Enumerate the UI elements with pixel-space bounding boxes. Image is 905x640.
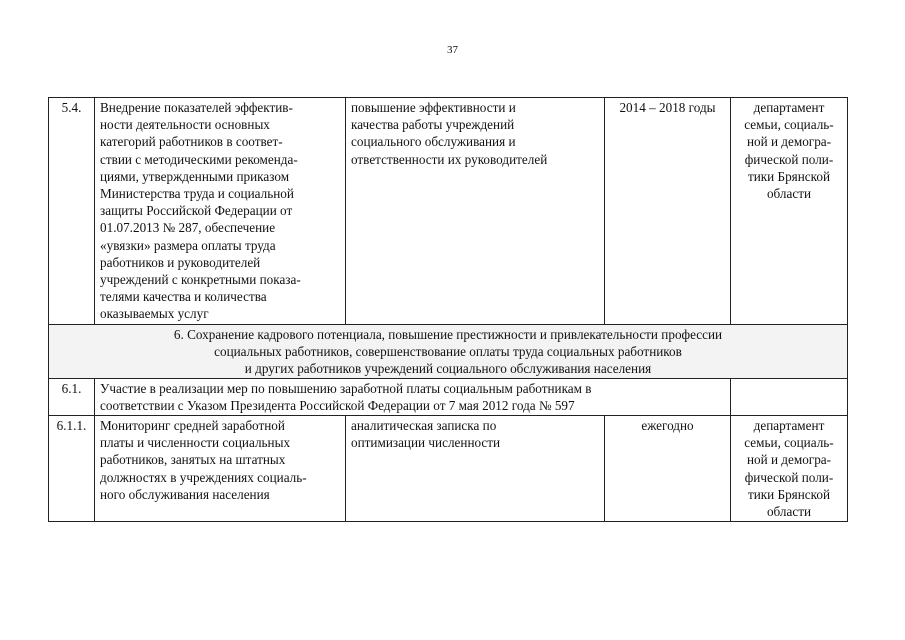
- text-line: ответственности их руководителей: [351, 151, 548, 167]
- text-line: «увязки» размера оплаты труда: [100, 237, 276, 253]
- row-number: 6.1.1.: [49, 416, 95, 522]
- text-line: работников и руководителей: [100, 254, 261, 270]
- text-line: фической поли-: [744, 151, 834, 167]
- text-line: департамент: [753, 100, 825, 115]
- section-heading-row: [49, 324, 848, 378]
- text-line: качества работы учреждений: [351, 117, 515, 133]
- text-line: циями, утвержденными приказом: [100, 168, 290, 184]
- text-line: социального обслуживания и: [351, 134, 516, 150]
- text-line: телями качества и количества: [100, 289, 267, 305]
- table-row-5-4: [49, 98, 848, 325]
- measure-cell: [95, 98, 346, 325]
- text-line: должностях в учреждениях социаль-: [100, 469, 307, 485]
- text-line: оказываемых услуг: [100, 306, 209, 322]
- text-line: области: [766, 504, 812, 520]
- page-number: 37: [447, 44, 458, 56]
- section-heading-line: и других работников учреждений социального обслуживания населения: [244, 360, 652, 376]
- text-line: тики Брянской: [747, 486, 831, 502]
- text-line: ствии с методическими рекоменда-: [100, 151, 298, 167]
- section-heading-line: социальных работников, совершенствование оплаты труда социальных работников: [214, 343, 682, 359]
- row-number: 6.1.: [49, 378, 95, 415]
- merged-text-cell: [95, 378, 731, 415]
- text-line: категорий работников в соответ-: [100, 134, 283, 150]
- row-number: 5.4.: [49, 98, 95, 325]
- plan-table: [48, 97, 848, 522]
- text-line: семьи, социаль-: [744, 117, 834, 133]
- text-line: Мониторинг средней заработной: [100, 418, 285, 434]
- text-line: департамент: [753, 418, 825, 434]
- text-line: Министерства труда и социальной: [100, 186, 294, 202]
- text-line: оптимизации численности: [351, 435, 501, 451]
- text-line: ной и демогра-: [746, 134, 832, 150]
- text-line: области: [766, 186, 812, 202]
- period-cell: ежегодно: [605, 416, 731, 522]
- text-line: тики Брянской: [747, 168, 831, 184]
- text-line: ного обслуживания населения: [100, 486, 270, 502]
- text-line: аналитическая записка по: [351, 418, 497, 434]
- table-row-6-1-1: [49, 416, 848, 522]
- text-line: повышение эффективности и: [351, 100, 516, 115]
- text-line: защиты Российской Федерации от: [100, 203, 293, 219]
- measure-cell: [95, 416, 346, 522]
- text-line: соответствии с Указом Президента Российской Федерации от 7 мая 2012 года № 597: [100, 397, 575, 413]
- result-cell: [346, 416, 605, 522]
- text-line: работников, занятых на штатных: [100, 452, 286, 468]
- text-line: Внедрение показателей эффектив-: [100, 100, 293, 115]
- executor-cell: [731, 98, 848, 325]
- text-line: 01.07.2013 № 287, обеспечение: [100, 220, 276, 236]
- text-line: учреждений с конкретными показа-: [100, 272, 301, 288]
- section-heading-line: 6. Сохранение кадрового потенциала, повышение престижности и привлекательности профессии: [173, 326, 723, 342]
- text-line: Участие в реализации мер по повышению заработной платы социальным работникам в: [100, 380, 592, 396]
- table-row-6-1: [49, 378, 848, 415]
- text-line: ной и демогра-: [746, 452, 832, 468]
- result-cell: [346, 98, 605, 325]
- text-line: ности деятельности основных: [100, 117, 270, 133]
- period-cell: 2014 – 2018 годы: [605, 98, 731, 325]
- executor-cell-empty: [731, 378, 848, 415]
- text-line: семьи, социаль-: [744, 435, 834, 451]
- text-line: платы и численности социальных: [100, 435, 291, 451]
- text-line: фической поли-: [744, 469, 834, 485]
- executor-cell: [731, 416, 848, 522]
- section-heading: [49, 324, 848, 378]
